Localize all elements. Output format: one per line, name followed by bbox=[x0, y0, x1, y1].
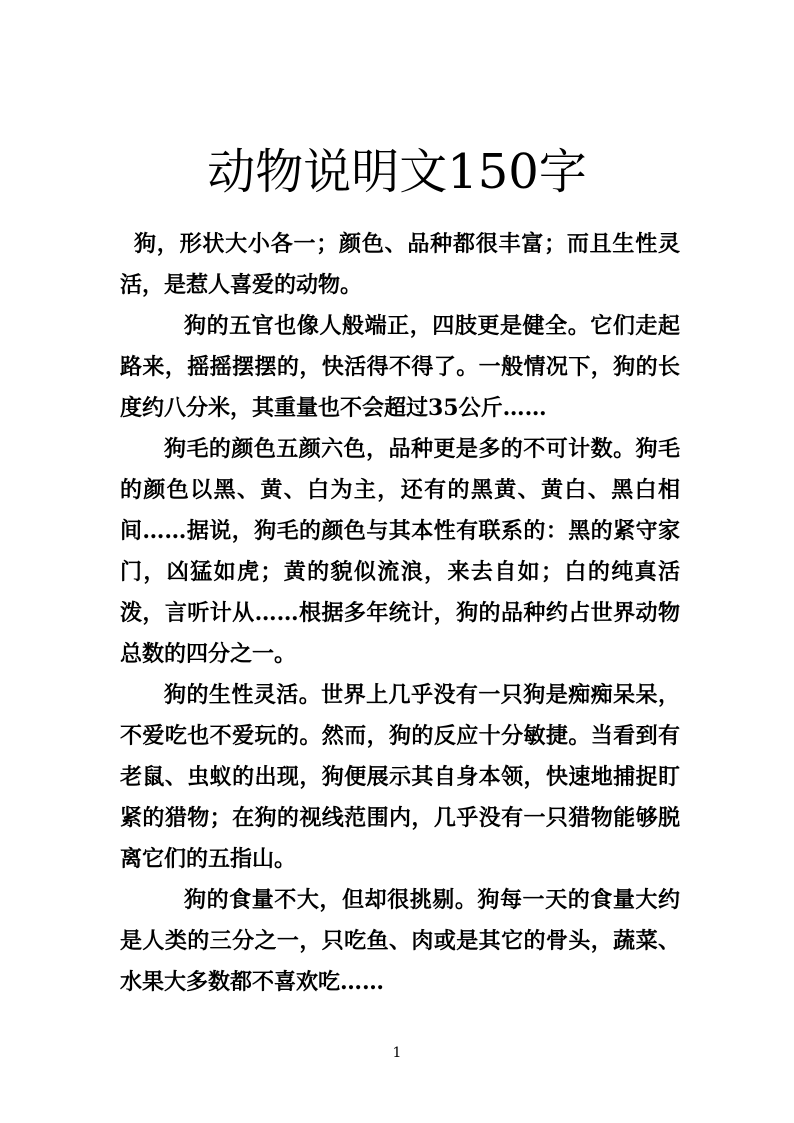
paragraph-intro: 狗，形状大小各一；颜色、品种都很丰富；而且生性灵活，是惹人喜爱的动物。 bbox=[120, 231, 680, 298]
page-number: 1 bbox=[392, 1045, 402, 1061]
paragraph-fur-color: 狗毛的颜色五颜六色，品种更是多的不可计数。狗毛的颜色以黑、黄、白为主，还有的黑黄、黄白、黑白相间……据说，狗毛的颜色与其本性有联系的：黑的紧守家门，凶猛如虎；黄的貌似流浪，来去自如；白的纯真活泼，言听计从……根据多年统计，狗的品种约占世界动物总数的四分之一。 bbox=[120, 436, 680, 667]
document-body bbox=[120, 224, 680, 1003]
paragraph-features: 狗的五官也像人般端正，四肢更是健全。它们走起路来，摇摇摆摆的，快活得不得了。一般情况下，狗的长度约八分米，其重量也不会超过35公斤…… bbox=[120, 313, 680, 421]
document-title: 动物说明文150字 bbox=[207, 144, 587, 200]
paragraph-temperament: 狗的生性灵活。世界上几乎没有一只狗是痴痴呆呆，不爱吃也不爱玩的。然而，狗的反应十分敏捷。当看到有老鼠、虫蚁的出现，狗便展示其自身本领，快速地捕捉盯紧的猎物；在狗的视线范围内，几乎没有一只猎物能够脱离它们的五指山。 bbox=[120, 682, 680, 872]
paragraph-diet: 狗的食量不大，但却很挑剔。狗每一天的食量大约是人类的三分之一，只吃鱼、肉或是其它的骨头，蔬菜、水果大多数都不喜欢吃…… bbox=[120, 887, 680, 995]
